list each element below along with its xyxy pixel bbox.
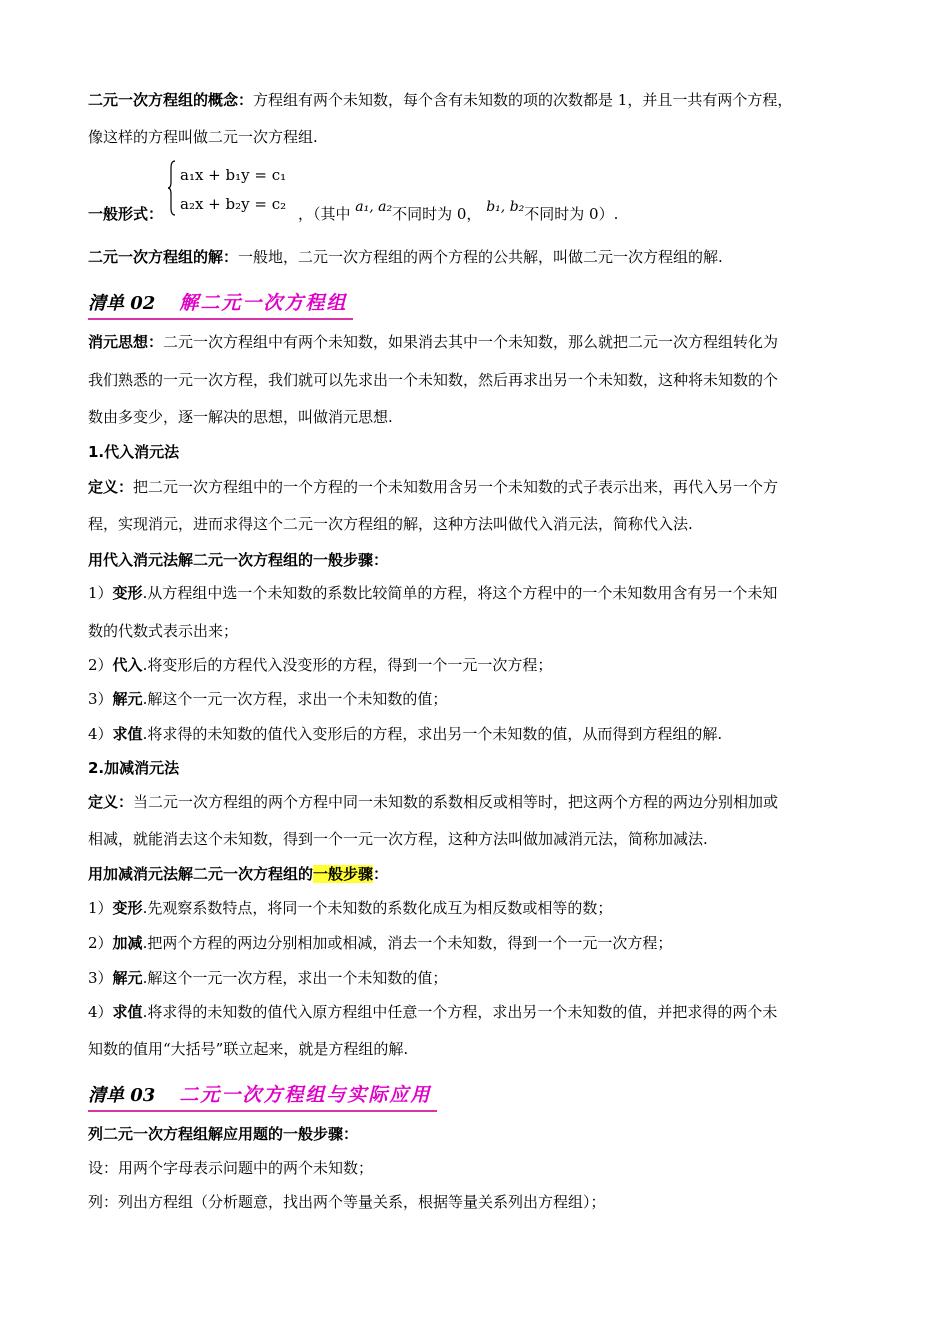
m2-step-4 [88, 1002, 777, 1022]
method-2-title: 2.加减消元法 [88, 759, 180, 777]
step-number: 4） [88, 725, 113, 743]
step-number: 1） [88, 584, 113, 602]
step-keyword: 加减 [112, 934, 143, 952]
step-number: 2） [88, 934, 113, 952]
concept-label: 二元一次方程组的概念： [88, 91, 254, 109]
step-text: .把两个方程的两边分别相加或相减，消去一个未知数，得到一个一元一次方程； [142, 934, 673, 952]
step-keyword: 解元 [112, 969, 143, 987]
m1-step-1 [88, 583, 777, 603]
step-keyword: 代入 [112, 656, 143, 674]
solution-text: 一般地，二元一次方程组的两个方程的公共解，叫做二元一次方程组的解. [238, 248, 723, 266]
note-part-c: 不同时为 0）. [524, 205, 619, 223]
idea-text-1: 二元一次方程组中有两个未知数，如果消去其中一个未知数，那么就把二元一次方程组转化为 [163, 333, 779, 351]
concept-line-1 [88, 90, 792, 110]
m2-def-text-1: 当二元一次方程组的两个方程中同一未知数的系数相反或相等时，把这两个方程的两边分别相加或 [133, 793, 779, 811]
s3-step-set: 设：用两个字母表示问题中的两个未知数； [88, 1159, 374, 1177]
m2-steps-title [88, 864, 388, 884]
step-keyword: 变形 [112, 584, 143, 602]
m2-step-3 [88, 968, 447, 988]
note-vars-b: b₁, b₂ [486, 199, 525, 215]
idea-line-2: 我们熟悉的一元一次方程，我们就可以先求出一个未知数，然后再求出另一个未知数，这种将未知数的个 [88, 371, 779, 389]
general-label: 一般形式： [88, 205, 164, 223]
step-text: .从方程组中选一个未知数的系数比较简单的方程，将这个方程中的一个未知数用含有另一个未知 [142, 584, 778, 602]
m1-def-text-1: 把二元一次方程组中的一个方程的一个未知数用含另一个未知数的式子表示出来，再代入另一个方 [133, 478, 779, 496]
m1-steps-title: 用代入消元法解二元一次方程组的一般步骤： [88, 551, 389, 569]
general-form-note [298, 199, 619, 225]
solution-label: 二元一次方程组的解： [88, 248, 239, 266]
heading-number: 清单 03 [88, 1085, 156, 1106]
step-number: 3） [88, 690, 113, 708]
idea-line-3: 数由多变少，逐一解决的思想，叫做消元思想. [88, 408, 393, 426]
step-keyword: 求值 [112, 725, 143, 743]
m2-step-4-cont: 知数的值用“大括号”联立起来，就是方程组的解. [88, 1040, 409, 1058]
step-number: 1） [88, 899, 113, 917]
m1-step-4 [88, 724, 722, 744]
step-text: .先观察系数特点，将同一个未知数的系数化成互为相反数或相等的数； [142, 899, 613, 917]
step-text: .解这个一元一次方程，求出一个未知数的值； [142, 690, 448, 708]
m1-def-line-1 [88, 477, 778, 497]
m2-def-line-1 [88, 792, 778, 812]
concept-text-1: 方程组有两个未知数，每个含有未知数的项的次数都是 1，并且一共有两个方程， [253, 91, 793, 109]
s3-steps-title: 列二元一次方程组解应用题的一般步骤： [88, 1125, 359, 1143]
step-number: 4） [88, 1003, 113, 1021]
step-text: .将求得的未知数的值代入变形后的方程，求出另一个未知数的值，从而得到方程组的解. [142, 725, 723, 743]
step-number: 2） [88, 656, 113, 674]
section-heading-02 [88, 288, 353, 320]
equation-2: a₂x + b₂y = c₂ [180, 195, 287, 213]
m2-def-label: 定义： [88, 793, 134, 811]
step-text: .将变形后的方程代入没变形的方程，得到一个一元一次方程； [142, 656, 553, 674]
m1-step-3 [88, 689, 447, 709]
m2-steps-title-a: 用加减消元法解二元一次方程组的 [88, 865, 314, 883]
m2-step-2 [88, 933, 672, 953]
highlighted-text: 一般步骤 [313, 865, 374, 883]
m1-def-line-2: 程，实现消元，进而求得这个二元一次方程组的解，这种方法叫做代入消元法，简称代入法. [88, 515, 693, 533]
note-vars-a: a₁, a₂ [355, 199, 393, 215]
idea-label: 消元思想： [88, 333, 164, 351]
step-text: .将求得的未知数的值代入原方程组中任意一个方程，求出另一个未知数的值，并把求得的两个未 [142, 1003, 778, 1021]
section-heading-03 [88, 1080, 437, 1112]
heading-title: 解二元一次方程组 [179, 292, 348, 314]
m1-step-1-cont: 数的代数式表示出来； [88, 622, 239, 640]
s3-step-list: 列：列出方程组（分析题意，找出两个等量关系，根据等量关系列出方程组）； [88, 1193, 606, 1211]
note-part-b: 不同时为 0， [392, 205, 482, 223]
step-keyword: 变形 [112, 899, 143, 917]
method-1-title: 1.代入消元法 [88, 443, 180, 461]
step-number: 3） [88, 969, 113, 987]
m1-def-label: 定义： [88, 478, 134, 496]
solution-line [88, 247, 723, 267]
heading-title: 二元一次方程组与实际应用 [179, 1084, 432, 1106]
step-keyword: 解元 [112, 690, 143, 708]
left-brace-icon [168, 160, 176, 216]
equation-1: a₁x + b₁y = c₁ [180, 166, 287, 184]
idea-line-1 [88, 332, 778, 352]
step-text: .解这个一元一次方程，求出一个未知数的值； [142, 969, 448, 987]
m1-step-2 [88, 655, 552, 675]
general-form-label [88, 204, 163, 224]
m2-def-line-2: 相减，就能消去这个未知数，得到一个一元一次方程，这种方法叫做加减消元法，简称加减法. [88, 830, 708, 848]
note-part-a: ，（其中 [298, 205, 351, 223]
heading-number: 清单 02 [88, 293, 156, 314]
concept-line-2: 像这样的方程叫做二元一次方程组. [88, 128, 318, 146]
m2-step-1 [88, 898, 612, 918]
m2-steps-title-b: ： [373, 865, 389, 883]
step-keyword: 求值 [112, 1003, 143, 1021]
